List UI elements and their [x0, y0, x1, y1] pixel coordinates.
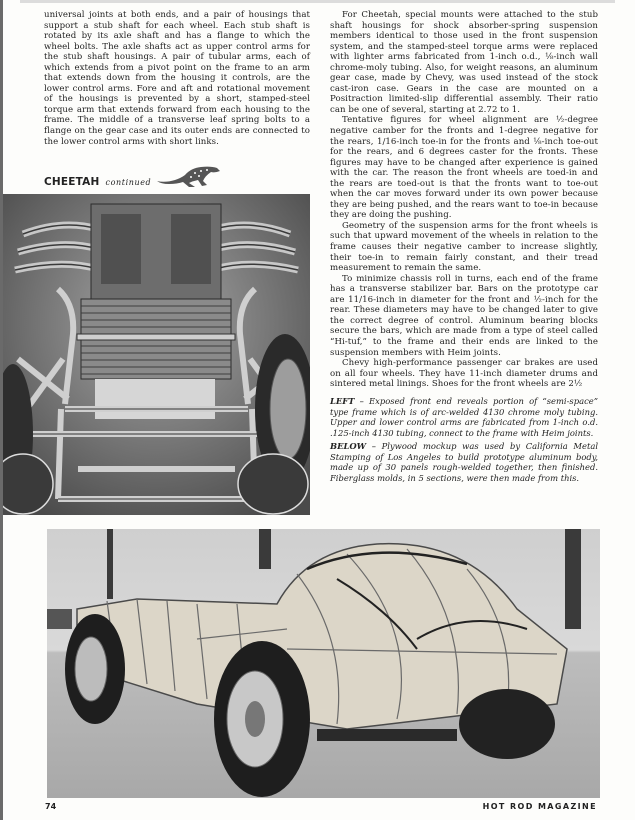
- chassis-illustration: [3, 194, 310, 515]
- caption-below: [330, 441, 598, 483]
- section-title: CHEETAH: [44, 176, 100, 188]
- running-cheetah-icon: [155, 163, 225, 189]
- caption-left-lead: LEFT: [330, 396, 355, 406]
- chassis-photo: [3, 194, 310, 515]
- caption-below-text: – Plywood mockup was used by California Metal Stamping of Los Angeles to build prototype aluminum body, made up of 30 panels rough-welded together, then finished. Fiberglass molds, in 5 sections, were then made from this.: [330, 441, 598, 483]
- right-paragraph: Chevy high-performance passenger car brakes are used on all four wheels. They have 11-inch diameter drums and sintered metal linings. Shoes for the front wheels are 2½: [330, 358, 598, 390]
- right-paragraph: For Cheetah, special mounts were attached to the stub shaft housings for shock absorber-spring suspension members identical to those used in the front suspension system, and the stamped-steel torque arms were replaced with lighter arms fabricated from 1-inch o.d., ⅛-inch wall chrome-moly tubing. Also, for weight reasons, an aluminum gear case, made by Chevy, was used instead of the stock cast-iron case. Gears in the case are mounted on a Positraction limited-slip differential assembly. Their ratio can be one of several, starting at 2.72 to 1.: [330, 10, 598, 115]
- left-column: [44, 10, 310, 147]
- right-paragraph: Tentative figures for wheel alignment are ½-degree negative camber for the fronts and 1-degree negative for the rears, 1/16-inch toe-in for the fronts and ⅛-inch toe-out for the rears, and 6 degrees caster for the fronts. These figures may have to be changed after experience is gained with the car. The reason the front wheels are toed-in and the rears are toed-out is that the fronts want to toe-out when the car moves forward under its own power because they are being pushed, and the rears want to toe-in because they are doing the pushing.: [330, 115, 598, 221]
- caption-left-text: – Exposed front end reveals portion of “semi-space” type frame which is of arc-welded 4130 chrome moly tubing. Upper and lower control arms are fabricated from 1-inch o.d. .125-inch 4130 tubing, connect to the frame with Heim joints.: [330, 396, 598, 438]
- mockup-illustration: [47, 529, 600, 798]
- right-paragraph: To minimize chassis roll in turns, each end of the frame has a transverse stabilizer bar. Bars on the prototype car are 11/16-inch in diameter for the front and ½-inch for the rear. These diameters may have to be changed later to give the correct degree of control. Aluminum bearing blocks secure the bars, which are made from a type of steel called “Hi-tuf,” to the frame and their ends are linked to the suspension members with Heim joints.: [330, 273, 598, 358]
- page-number: 74: [45, 802, 57, 811]
- right-paragraph: Geometry of the suspension arms for the front wheels is such that upward movement of the wheels in relation to the frame causes their negative camber to increase slightly, their toe-in to remain fairly constant, and their tread measurement to remain the same.: [330, 220, 598, 274]
- mockup-photo: [47, 529, 600, 798]
- top-rule: [20, 0, 615, 3]
- caption-left: [330, 396, 598, 438]
- section-subtitle: continued: [105, 177, 152, 187]
- section-header: [44, 176, 151, 188]
- caption-below-lead: BELOW: [330, 441, 367, 451]
- left-paragraph: universal joints at both ends, and a pair of housings that support a stub shaft for each wheel. Each stub shaft is rotated by its axle shaft and has a flange to which the wheel bolts. The axle shafts act as upper control arms for the stub shaft housings. A pair of tubular arms, each of which extends from a pivot point on the frame to an arm that extends down from the housing it controls, are the lower control arms. Fore and aft and rotational movement of the housings is prevented by a short, stamped-steel torque arm that extends forward from each housing to the frame. The middle of a transverse leaf spring bolts to a flange on the gear case and its outer ends are connected to the lower control arms with short links.: [44, 10, 310, 147]
- magazine-name: HOT ROD MAGAZINE: [482, 802, 597, 811]
- right-column: [330, 10, 598, 390]
